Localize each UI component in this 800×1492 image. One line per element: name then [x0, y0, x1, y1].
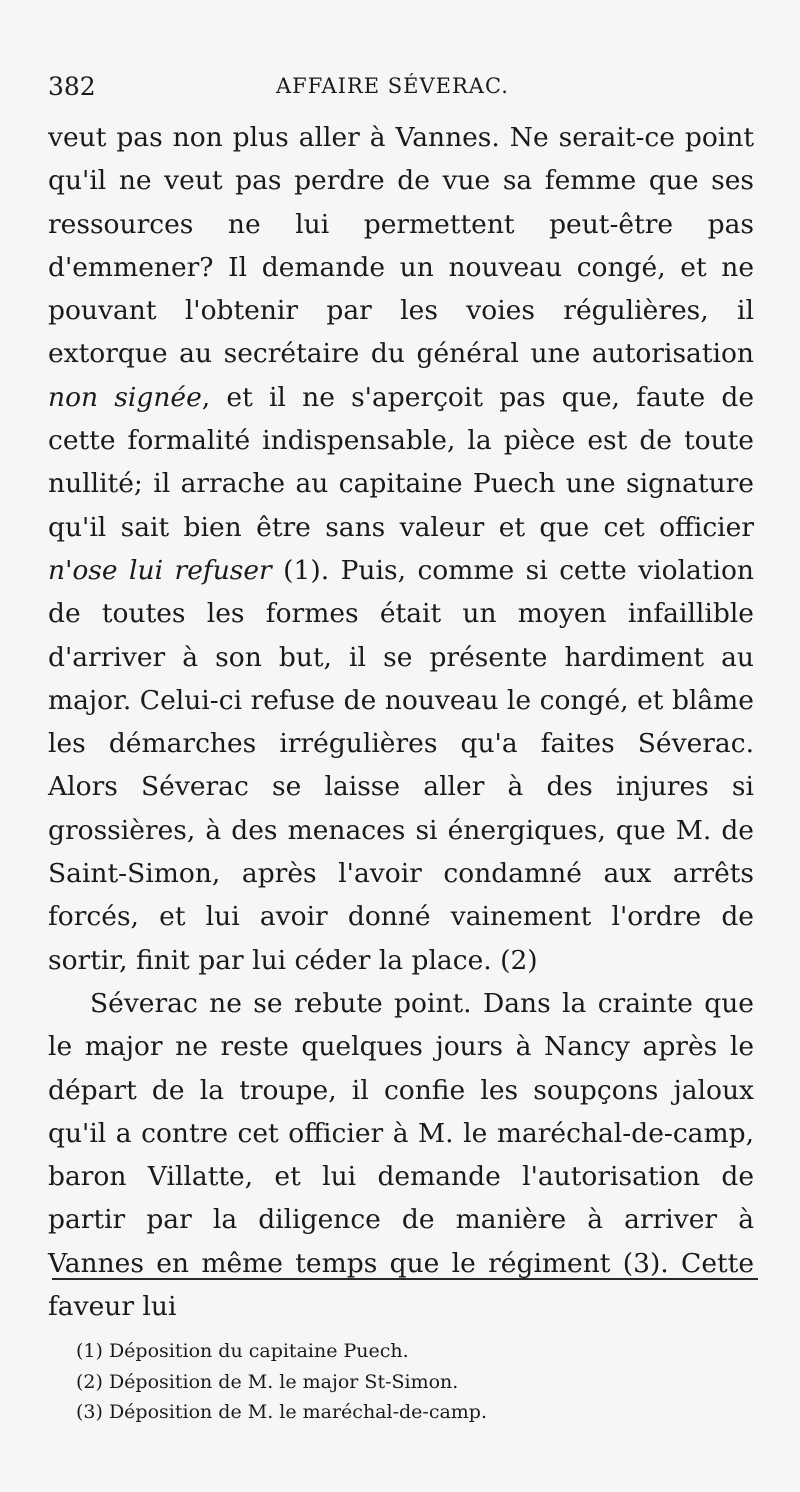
paragraph-1-text-b: , et il ne s'aperçoit pas que, faute de cette formalité indispensable, la pièce est de toute nullité; il arrache au capitaine Puech une signature qu'il sait bien être sans valeur et que cet officier [48, 381, 755, 543]
paragraph-2: Séverac ne se rebute point. Dans la crainte que le major ne reste quelques jours à Nancy après le départ de la troupe, il confie les soupçons jaloux qu'il a contre cet officier à M. le maréchal-de-camp, baron Villatte, et lui demande l'autorisation de partir par la diligence de manière à arriver à Vannes en même temps que le régiment (3). Cette faveur lui [48, 987, 754, 1323]
paragraph-1-text-a: veut pas non plus aller à Vannes. Ne serait-ce point qu'il ne veut pas perdre de vue sa femme que ses ressources ne lui permettent peut-être pas d'emmener? Il demande un nouveau congé, et ne pouvant l'obtenir par les voies régulières, il extorque au secrétaire du général une autorisation [48, 122, 754, 370]
page-number: 382 [48, 72, 96, 101]
italic-non-signee: non signée [48, 381, 202, 413]
footnote-rule [52, 1278, 758, 1280]
page-header [48, 72, 752, 108]
running-title: AFFAIRE SÉVERAC. [276, 74, 509, 98]
footnotes [76, 1336, 716, 1428]
footnote-3: (3) Déposition de M. le maréchal-de-camp. [76, 1401, 488, 1423]
paragraph-1 [48, 116, 754, 982]
body-text [48, 116, 754, 1328]
footnote-1: (1) Déposition du capitaine Puech. [76, 1340, 409, 1362]
paragraph-1-text-c: (1). Puis, comme si cette violation de toutes les formes était un moyen infaillible d'arriver à son but, il se présente hardiment au major. Celui-ci refuse de nouveau le congé, et blâme les démarches irrégulières qu'a faites Séverac. Alors Séverac se laisse aller à des injures si grossières, à des menaces si énergiques, que M. de Saint-Simon, après l'avoir condamné aux arrêts forcés, et lui avoir donné vainement l'ordre de sortir, finit par lui céder la place. (2) [48, 554, 754, 976]
italic-nose-lui-refuser: n'ose lui refuser [48, 554, 272, 586]
footnote-2: (2) Déposition de M. le major St-Simon. [76, 1370, 459, 1393]
